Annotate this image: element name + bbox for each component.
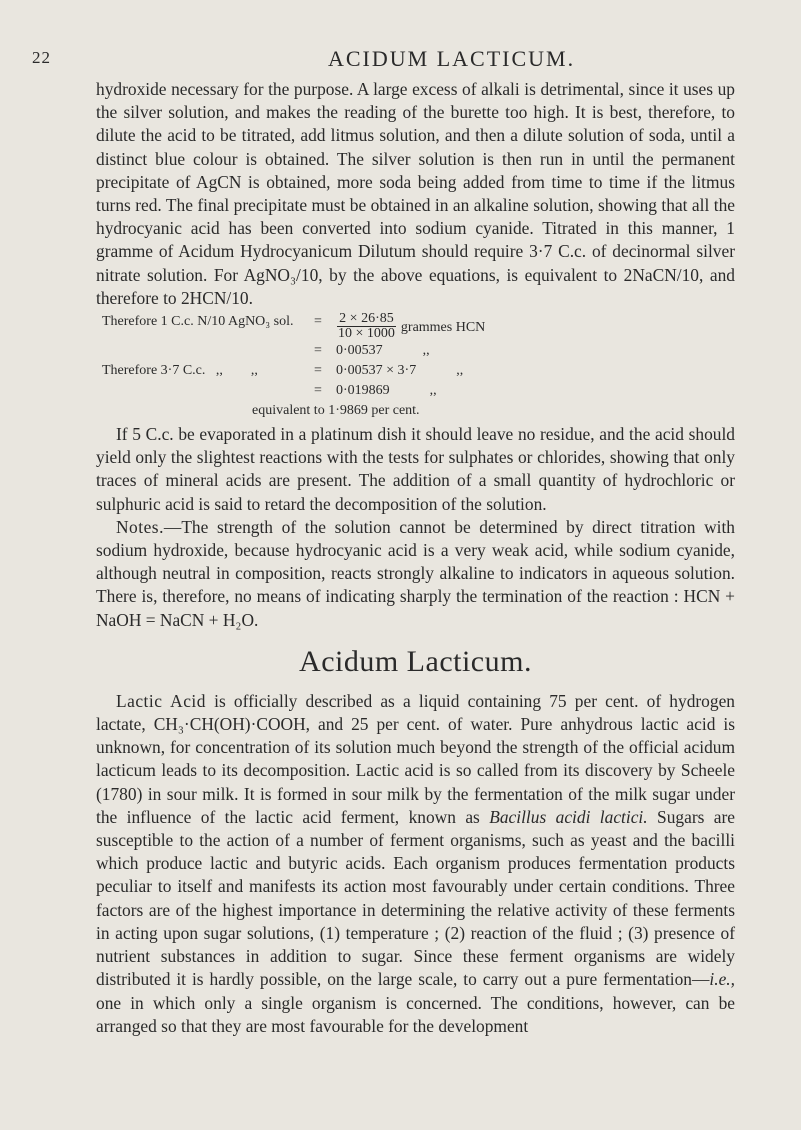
lactic-text-2: Sugars are susceptible to the action of a number of ferment organisms, such as yeast and the bacilli which produce lactic and butyric acids. Each organism produces fermentation products peculiar to itself and manifests its action most favourably under certain conditions. Three factors are of the highest importance in determining the relative activity of these ferments in acting upon sugar solutions, (1) temperature ; (2) reaction of the fluid ; (3) presence of nutrient substances in addition to sugar. Since these ferment organisms are widely distributed it is hardly possible, on the large scale, to carry out a pure fermentation— [96, 806, 736, 990]
notes-text: —The strength of the solution cannot be determined by direct titration with sodium hydroxide, because hydrocyanic acid is a very weak acid, while sodium cyanide, although neutral in composition, reacts strongly alkaline to indicators in aqueous solution. There is, therefore, no means of indicating sharply the termination of the reaction : HCN + NaOH = NaCN + H₂O. [96, 516, 735, 630]
calc-row-4-value: 0·019869 [336, 383, 390, 399]
ditto-mark: ,, [429, 383, 437, 399]
calc-row-3-value: 0·00537 × 3·7 [336, 363, 417, 379]
paragraph-hydroxide: hydroxide necessary for the purpose. A large excess of alkali is detrimental, since it uses up the silver solution, and makes the reading of the burette too high. It is best, therefore, to dilute the acid to be titrated, add litmus solution, and then a dilute solution of soda, until a distinct blue colour is obtained. The silver solution is then run in until the permanent precipitate of AgCN is obtained, more soda being added from time to time if the litmus turns red. The final precipitate must be obtained in an alkaline solution, showing that all the hydrocyanic acid has been converted into sodium cyanide. Titrated in this manner, 1 gramme of Acidum Hydrocyanicum Dilutum should require 3·7 C.c. of decinormal silver nitrate solution. For AgNO₃/10, by the above equations, is equivalent to 2NaCN/10, and therefore to 2HCN/10. [96, 79, 735, 308]
calc-row-4 [96, 381, 735, 401]
fraction-numerator: 2 × 26·85 [339, 311, 394, 327]
notes-label: Notes. [116, 516, 164, 537]
lactic-lead: Lactic Acid [116, 690, 206, 711]
calc-equivalent: equivalent to 1·9869 per cent. [252, 403, 420, 419]
ditto-mark: ,, [456, 363, 464, 379]
lactic-text-1: is officially described as a liquid containing 75 per cent. of hydrogen lactate, CH₃·CH(OH)·COOH, and 25 per cent. of water. Pure anhydrous lactic acid is unknown, for concentration of its solution much beyond the strength of the official acidum lacticum leads to its decomposition. Lactic acid is so called from its discovery by Scheele (1780) in sour milk. It is formed in sour milk by the fermentation of the milk sugar under the influence of the lactic acid ferment, known as [96, 690, 735, 827]
paragraph-notes [96, 516, 735, 632]
calc-row-1-label: Therefore 1 C.c. N/10 AgNO₃ sol. [102, 314, 294, 330]
calc-row-2-value: 0·00537 [336, 343, 383, 359]
calc-row-3 [96, 361, 735, 381]
calculation-block [96, 312, 735, 421]
calc-row-2 [96, 341, 735, 361]
lactic-text-3: one in which only a single organism is concerned. The conditions, however, can be arranged so that they are most favourable for the development [96, 992, 735, 1036]
calc-row-1 [96, 312, 735, 341]
section-title: Acidum Lacticum. [299, 644, 532, 678]
ditto-mark: ,, [422, 343, 430, 359]
calc-row-3-label: Therefore 3·7 C.c. ,, ,, [102, 363, 258, 379]
ie-abbrev: i.e., [709, 969, 735, 990]
paragraph-lactic-acid [96, 690, 735, 1038]
equals-sign: = [314, 314, 322, 330]
paragraph-evaporation: If 5 C.c. be evaporated in a platinum dish it should leave no residue, and the acid should yield only the slightest reactions with the tests for sulphates or chlorides, showing that only traces of mineral acids are present. The addition of a small quantity of hydrochloric or sulphuric acid is said to retard the decomposition of the solution. [96, 424, 735, 514]
calc-unit: grammes HCN [400, 320, 486, 336]
equals-sign: = [314, 383, 322, 399]
page-header [32, 46, 735, 78]
running-head: ACIDUM LACTICUM. [328, 46, 576, 71]
bacillus-name: Bacillus acidi lactici. [489, 806, 648, 827]
fraction-denominator: 10 × 1000 [338, 326, 395, 342]
equals-sign: = [314, 363, 322, 379]
equals-sign: = [314, 343, 322, 359]
page-number: 22 [32, 48, 51, 67]
fraction [336, 312, 397, 341]
